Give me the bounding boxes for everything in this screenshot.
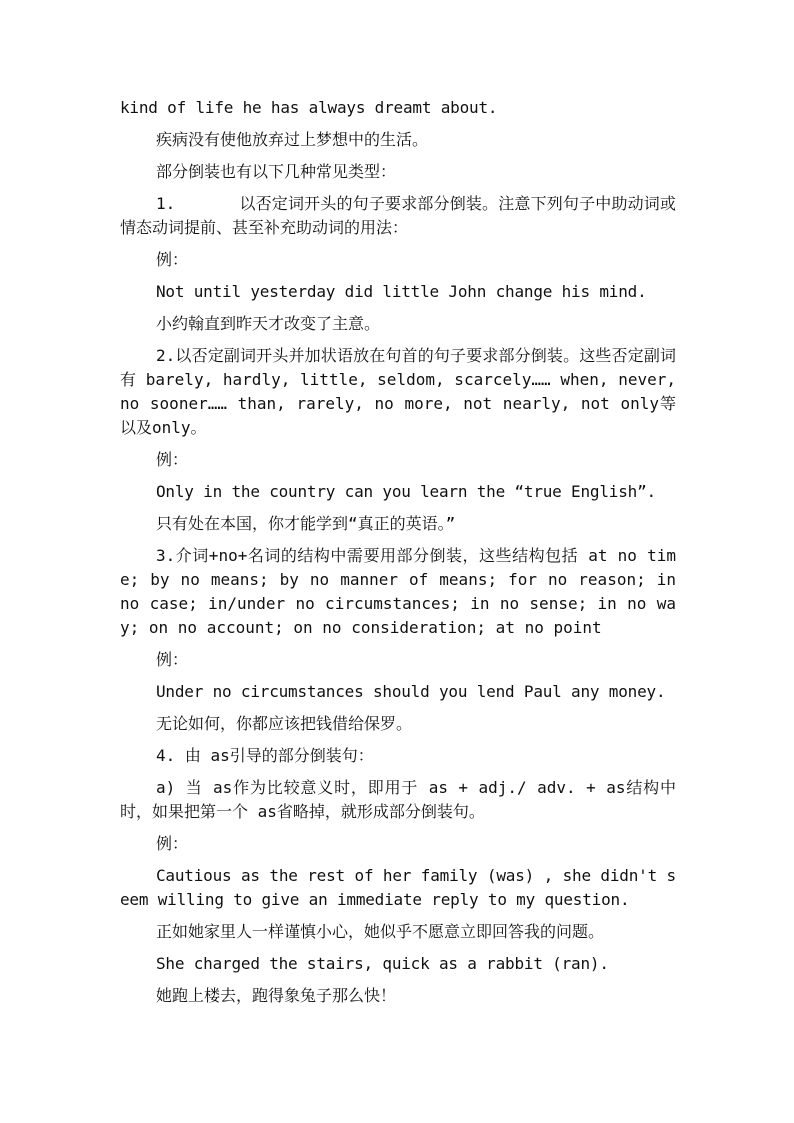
document-page xyxy=(120,96,676,1016)
example-sentence: Under no circumstances should you lend Paul any money. xyxy=(156,682,666,701)
example-label: 例： xyxy=(156,834,189,853)
list-number: 1. xyxy=(156,194,176,213)
paragraph-type-4a: a) 当 as作为比较意义时，即用于 as + adj./ adv. + as结构中时，如果把第一个 as省略掉，就形成部分倒装句。 xyxy=(120,778,676,821)
example-sentence: She charged the stairs, quick as a rabbit (ran). xyxy=(156,954,609,973)
paragraph-type-3: 3.介词+no+名词的结构中需要用部分倒装，这些结构包括 at no time; by no means; by no manner of means; for no reason; in no case; in/under no circumstances; in no sense; in no way; on no account; on no consideration; at no point xyxy=(120,546,676,637)
example-label: 例： xyxy=(156,250,189,269)
example-translation: 小约翰直到昨天才改变了主意。 xyxy=(156,314,381,333)
example-label: 例： xyxy=(156,650,189,669)
example-label: 例： xyxy=(156,450,189,469)
paragraph-type-2: 2.以否定副词开头并加状语放在句首的句子要求部分倒装。这些否定副词有 barely, hardly, little, seldom, scarcely…… when, never, no sooner…… than, rarely, no more, not nearly, not only等以及only。 xyxy=(120,346,676,437)
paragraph-type-1 xyxy=(120,192,676,240)
type-1-text: 以否定词开头的句子要求部分倒装。注意下列句子中助动词或情态动词提前、甚至补充助动词的用法： xyxy=(120,194,676,237)
paragraph-intro: 部分倒装也有以下几种常见类型： xyxy=(156,162,397,181)
example-sentence: Not until yesterday did little John change his mind. xyxy=(156,282,647,301)
example-sentence: Cautious as the rest of her family (was) , she didn't seem willing to give an immediate reply to my question. xyxy=(120,866,676,909)
paragraph-type-4: 4. 由 as引导的部分倒装句： xyxy=(156,746,374,765)
paragraph-chinese-translation: 疾病没有使他放弃过上梦想中的生活。 xyxy=(156,130,429,149)
example-translation: 她跑上楼去，跑得象兔子那么快！ xyxy=(156,986,397,1005)
example-translation: 无论如何，你都应该把钱借给保罗。 xyxy=(156,714,413,733)
example-translation: 只有处在本国，你才能学到“真正的英语。” xyxy=(156,514,456,533)
example-sentence: Only in the country can you learn the “true English”. xyxy=(156,482,656,501)
example-translation: 正如她家里人一样谨慎小心，她似乎不愿意立即回答我的问题。 xyxy=(156,922,605,941)
paragraph-continuation: kind of life he has always dreamt about. xyxy=(120,98,498,117)
